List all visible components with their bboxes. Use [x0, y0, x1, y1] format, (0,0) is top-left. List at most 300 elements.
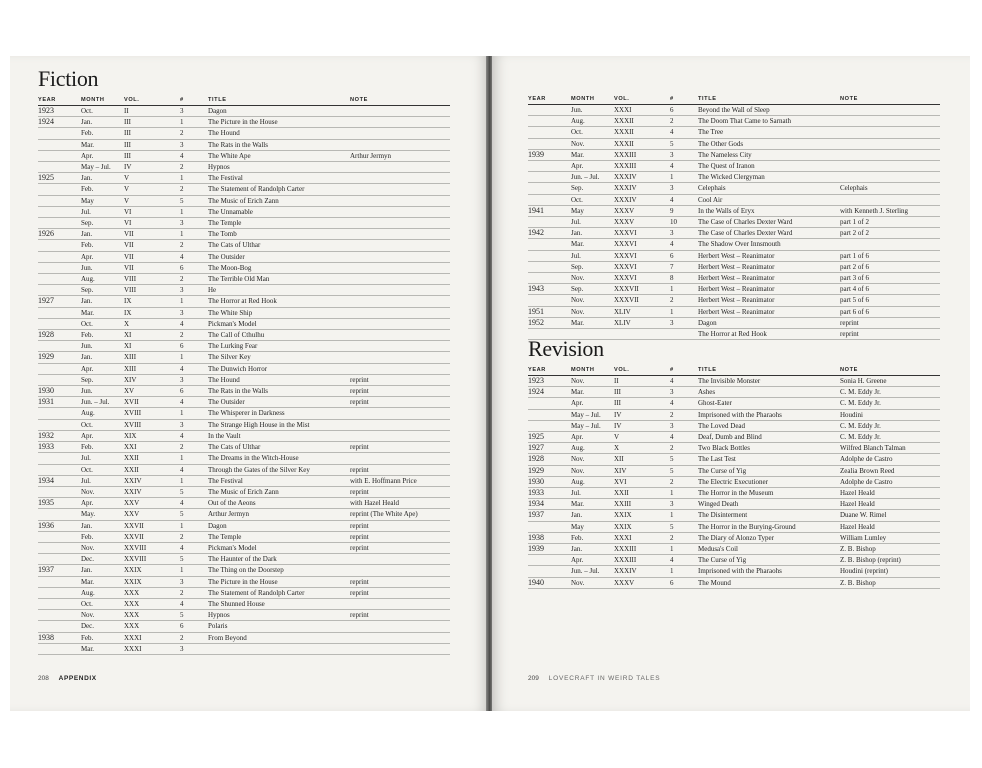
revision-heading: Revision	[528, 336, 604, 361]
cell-year	[38, 486, 81, 497]
cell-vol: XXXVI	[614, 250, 670, 261]
cell-year: 1936	[38, 520, 81, 531]
cell-note: with Kenneth J. Sterling	[840, 205, 940, 216]
cell-note: reprint	[350, 374, 450, 385]
table-row	[528, 273, 940, 284]
cell-vol: IV	[124, 162, 180, 173]
cell-note	[840, 116, 940, 127]
cell-note	[350, 632, 450, 643]
cell-note: reprint	[350, 386, 450, 397]
cell-month: Sep.	[81, 374, 124, 385]
cell-title: The White Ship	[208, 307, 350, 318]
table-row	[528, 387, 940, 398]
cell-num: 4	[670, 239, 698, 250]
cell-year	[38, 139, 81, 150]
cell-num: 2	[180, 274, 208, 285]
table-row	[528, 138, 940, 149]
cell-title: Dagon	[208, 520, 350, 531]
cell-month: Jul.	[571, 250, 614, 261]
table-row	[528, 194, 940, 205]
cell-vol: XXX	[124, 598, 180, 609]
cell-vol: XXXV	[614, 217, 670, 228]
cell-vol: VI	[124, 206, 180, 217]
table-row	[38, 206, 450, 217]
cell-note	[840, 172, 940, 183]
cell-title: The Strange High House in the Mist	[208, 419, 350, 430]
cell-num: 3	[670, 387, 698, 398]
cell-year: 1934	[38, 475, 81, 486]
cell-year	[528, 555, 571, 566]
cell-month: Oct.	[81, 598, 124, 609]
cell-num: 1	[180, 352, 208, 363]
cell-vol: XXXIII	[614, 555, 670, 566]
table-row	[38, 576, 450, 587]
cell-title: The Lurking Fear	[208, 341, 350, 352]
cell-num: 4	[180, 397, 208, 408]
cell-title: Celephais	[698, 183, 840, 194]
cell-num: 1	[180, 565, 208, 576]
cell-note	[350, 307, 450, 318]
cell-num: 2	[180, 330, 208, 341]
cell-title: The Curse of Yig	[698, 465, 840, 476]
cell-note: Zealia Brown Reed	[840, 465, 940, 476]
cell-num: 7	[670, 261, 698, 272]
cell-title: The Temple	[208, 218, 350, 229]
cell-title: The Horror at Red Hook	[208, 296, 350, 307]
cell-num: 2	[180, 442, 208, 453]
cell-year	[528, 409, 571, 420]
cell-title: The White Ape	[208, 150, 350, 161]
cell-note	[840, 105, 940, 116]
table-row	[528, 306, 940, 317]
cell-title: The Doom That Came to Sarnath	[698, 116, 840, 127]
cell-vol: XXIV	[124, 475, 180, 486]
cell-title: Herbert West – Reanimator	[698, 284, 840, 295]
table-row	[528, 465, 940, 476]
cell-num: 2	[180, 632, 208, 643]
cell-note: reprint	[350, 464, 450, 475]
cell-vol: XV	[124, 386, 180, 397]
cell-num: 2	[670, 443, 698, 454]
cell-title: Herbert West – Reanimator	[698, 261, 840, 272]
cell-year: 1927	[528, 443, 571, 454]
cell-num: 1	[180, 408, 208, 419]
cell-num: 1	[670, 544, 698, 555]
cell-month: Nov.	[571, 376, 614, 387]
cell-note	[350, 240, 450, 251]
table-row	[38, 632, 450, 643]
table-row	[38, 352, 450, 363]
cell-month: Jun. – Jul.	[571, 566, 614, 577]
cell-vol: X	[614, 443, 670, 454]
col-title-header: TITLE	[208, 95, 350, 106]
cell-num: 4	[670, 432, 698, 443]
cell-year: 1923	[528, 376, 571, 387]
cell-note: C. M. Eddy Jr.	[840, 420, 940, 431]
col-note-header: NOTE	[840, 365, 940, 376]
fiction-continued-table	[528, 94, 940, 340]
cell-year	[38, 621, 81, 632]
cell-note: Z. B. Bishop	[840, 544, 940, 555]
cell-month: Mar.	[81, 576, 124, 587]
cell-num: 3	[180, 374, 208, 385]
cell-note: with E. Hoffmann Price	[350, 475, 450, 486]
cell-title: The Terrible Old Man	[208, 274, 350, 285]
table-row	[528, 127, 940, 138]
cell-note: part 2 of 2	[840, 228, 940, 239]
cell-vol: III	[614, 398, 670, 409]
cell-year: 1925	[38, 173, 81, 184]
cell-vol: XXXVI	[614, 261, 670, 272]
cell-title: The Picture in the House	[208, 117, 350, 128]
cell-month: Dec.	[81, 621, 124, 632]
cell-vol: XXVII	[124, 531, 180, 542]
table-row	[38, 374, 450, 385]
cell-month: Nov.	[81, 486, 124, 497]
cell-vol: XLIV	[614, 306, 670, 317]
cell-year: 1926	[38, 229, 81, 240]
table-row	[528, 261, 940, 272]
cell-vol: VI	[124, 218, 180, 229]
cell-title: The Whisperer in Darkness	[208, 408, 350, 419]
cell-year: 1952	[528, 317, 571, 328]
cell-title: Ashes	[698, 387, 840, 398]
cell-note	[350, 274, 450, 285]
cell-num: 3	[670, 149, 698, 160]
fiction-section	[38, 66, 450, 655]
cell-month: Apr.	[81, 363, 124, 374]
cell-note	[350, 162, 450, 173]
cell-note	[350, 251, 450, 262]
col-month-header: MONTH	[571, 365, 614, 376]
cell-month: Feb.	[81, 330, 124, 341]
cell-num: 6	[180, 386, 208, 397]
cell-num: 1	[670, 306, 698, 317]
cell-vol: XVI	[614, 476, 670, 487]
cell-vol: VII	[124, 251, 180, 262]
cell-note: reprint	[350, 486, 450, 497]
cell-num: 6	[670, 105, 698, 116]
cell-vol: III	[124, 128, 180, 139]
col-year-header: YEAR	[38, 95, 81, 106]
cell-title: In the Walls of Eryx	[698, 205, 840, 216]
cell-note	[350, 352, 450, 363]
cell-month: Feb.	[81, 128, 124, 139]
cell-title: From Beyond	[208, 632, 350, 643]
table-row	[528, 228, 940, 239]
left-page	[10, 56, 488, 711]
cell-month: Nov.	[571, 295, 614, 306]
cell-year: 1934	[528, 499, 571, 510]
table-row	[528, 116, 940, 127]
cell-month: Jun.	[81, 386, 124, 397]
cell-year: 1938	[528, 532, 571, 543]
cell-year: 1930	[38, 386, 81, 397]
cell-num: 3	[180, 285, 208, 296]
cell-vol: XXXIV	[614, 566, 670, 577]
table-row	[528, 398, 940, 409]
table-row	[38, 509, 450, 520]
cell-year	[38, 453, 81, 464]
cell-vol: XI	[124, 341, 180, 352]
cell-year	[528, 127, 571, 138]
col-num-header: #	[670, 94, 698, 105]
cell-year	[38, 554, 81, 565]
cell-month: Sep.	[81, 218, 124, 229]
table-row	[38, 475, 450, 486]
cell-title: Herbert West – Reanimator	[698, 250, 840, 261]
cell-title: The Disinterment	[698, 510, 840, 521]
cell-vol: II	[124, 106, 180, 117]
cell-note: part 2 of 6	[840, 261, 940, 272]
cell-month: Apr.	[571, 555, 614, 566]
cell-vol: XXXVII	[614, 295, 670, 306]
table-row	[38, 430, 450, 441]
cell-month: May.	[81, 509, 124, 520]
cell-note	[350, 341, 450, 352]
cell-month: Nov.	[571, 577, 614, 588]
cell-vol: IX	[124, 296, 180, 307]
col-note-header: NOTE	[840, 94, 940, 105]
cell-num: 5	[180, 486, 208, 497]
cell-month: Dec.	[81, 554, 124, 565]
cell-month: Apr.	[81, 251, 124, 262]
cell-note	[350, 296, 450, 307]
cell-month: Jan.	[81, 352, 124, 363]
cell-title: Herbert West – Reanimator	[698, 295, 840, 306]
cell-year	[38, 643, 81, 654]
cell-title: The Rats in the Walls	[208, 139, 350, 150]
cell-year	[38, 218, 81, 229]
cell-title: The Silver Key	[208, 352, 350, 363]
cell-vol: XXXIV	[614, 172, 670, 183]
cell-vol: XIV	[614, 465, 670, 476]
cell-year: 1941	[528, 205, 571, 216]
cell-note	[350, 139, 450, 150]
cell-note: C. M. Eddy Jr.	[840, 432, 940, 443]
cell-month: Jan.	[571, 228, 614, 239]
cell-year: 1937	[528, 510, 571, 521]
cell-month: Jun.	[81, 341, 124, 352]
cell-num: 3	[670, 499, 698, 510]
cell-month: Oct.	[81, 464, 124, 475]
cell-month: Nov.	[571, 138, 614, 149]
cell-year	[38, 374, 81, 385]
cell-title: The Shunned House	[208, 598, 350, 609]
cell-title: The Tomb	[208, 229, 350, 240]
cell-note	[350, 262, 450, 273]
cell-vol: XII	[614, 454, 670, 465]
cell-vol: XXXIII	[614, 544, 670, 555]
cell-year	[528, 273, 571, 284]
table-row	[528, 510, 940, 521]
cell-vol: XIX	[124, 430, 180, 441]
table-row	[38, 240, 450, 251]
table-row	[528, 161, 940, 172]
cell-year: 1939	[528, 149, 571, 160]
cell-note	[350, 206, 450, 217]
cell-year	[528, 105, 571, 116]
cell-year	[38, 195, 81, 206]
cell-num: 1	[180, 117, 208, 128]
cell-num: 1	[180, 475, 208, 486]
cell-month: Aug.	[81, 587, 124, 598]
col-note-header: NOTE	[350, 95, 450, 106]
cell-vol: XXVII	[124, 520, 180, 531]
cell-num: 4	[180, 498, 208, 509]
cell-num: 3	[180, 139, 208, 150]
cell-title: Pickman's Model	[208, 542, 350, 553]
cell-title: The Shadow Over Innsmouth	[698, 239, 840, 250]
table-row	[38, 363, 450, 374]
cell-vol: XXXI	[614, 105, 670, 116]
cell-year	[38, 509, 81, 520]
cell-note	[350, 117, 450, 128]
fiction-continued-section	[528, 94, 940, 340]
cell-note	[840, 194, 940, 205]
cell-year	[528, 161, 571, 172]
cell-month: Jul.	[81, 475, 124, 486]
table-row	[38, 229, 450, 240]
table-row	[528, 521, 940, 532]
cell-month: May – Jul.	[571, 420, 614, 431]
cell-month: Feb.	[81, 632, 124, 643]
cell-month: Oct.	[571, 127, 614, 138]
table-row	[38, 318, 450, 329]
cell-vol: VII	[124, 229, 180, 240]
cell-note	[350, 173, 450, 184]
cell-year	[528, 261, 571, 272]
fiction-table	[38, 95, 450, 655]
cell-vol: XXXVI	[614, 228, 670, 239]
cell-num: 4	[670, 127, 698, 138]
table-header-row	[528, 94, 940, 105]
table-row	[38, 251, 450, 262]
col-vol-header: VOL.	[614, 94, 670, 105]
cell-year	[38, 318, 81, 329]
cell-title: Beyond the Wall of Sleep	[698, 105, 840, 116]
cell-vol: XXXIV	[614, 183, 670, 194]
cell-year	[528, 239, 571, 250]
cell-vol: V	[124, 184, 180, 195]
table-row	[528, 317, 940, 328]
cell-title: The Festival	[208, 475, 350, 486]
cell-month: Sep.	[81, 285, 124, 296]
table-header-row	[38, 95, 450, 106]
cell-year: 1928	[528, 454, 571, 465]
cell-note: Adolphe de Castro	[840, 454, 940, 465]
cell-num: 8	[670, 273, 698, 284]
cell-note: reprint (The White Ape)	[350, 509, 450, 520]
cell-year: 1924	[528, 387, 571, 398]
cell-year	[38, 363, 81, 374]
table-row	[38, 643, 450, 654]
cell-month: Apr.	[81, 430, 124, 441]
cell-month: Mar.	[571, 317, 614, 328]
cell-title: The Moon-Bog	[208, 262, 350, 273]
cell-vol: XXIX	[614, 510, 670, 521]
col-title-header: TITLE	[698, 94, 840, 105]
cell-num: 2	[670, 295, 698, 306]
table-row	[38, 542, 450, 553]
cell-title: Out of the Aeons	[208, 498, 350, 509]
cell-note	[350, 128, 450, 139]
cell-title: Polaris	[208, 621, 350, 632]
table-row	[38, 262, 450, 273]
cell-year	[528, 183, 571, 194]
cell-year: 1925	[528, 432, 571, 443]
cell-num: 4	[670, 194, 698, 205]
cell-note: Wilfred Blanch Talman	[840, 443, 940, 454]
table-row	[38, 565, 450, 576]
table-row	[528, 105, 940, 116]
cell-vol: XIV	[124, 374, 180, 385]
cell-year	[38, 576, 81, 587]
cell-note	[840, 161, 940, 172]
cell-month: Mar.	[81, 307, 124, 318]
cell-title: The Hound	[208, 128, 350, 139]
table-row	[38, 162, 450, 173]
cell-num: 3	[180, 106, 208, 117]
cell-note: reprint	[350, 587, 450, 598]
cell-year: 1929	[528, 465, 571, 476]
cell-title: Deaf, Dumb and Blind	[698, 432, 840, 443]
cell-note: Arthur Jermyn	[350, 150, 450, 161]
cell-title: Herbert West – Reanimator	[698, 306, 840, 317]
cell-title: The Music of Erich Zann	[208, 195, 350, 206]
cell-month: Jun. – Jul.	[571, 172, 614, 183]
cell-vol: VII	[124, 240, 180, 251]
cell-month: Jan.	[81, 520, 124, 531]
table-row	[528, 376, 940, 387]
cell-title: The Wicked Clergyman	[698, 172, 840, 183]
cell-num: 4	[180, 150, 208, 161]
cell-year	[38, 184, 81, 195]
cell-num: 1	[670, 488, 698, 499]
cell-num: 1	[180, 296, 208, 307]
left-footer	[38, 675, 97, 682]
cell-num: 4	[180, 598, 208, 609]
cell-month: May	[81, 195, 124, 206]
cell-month: Oct.	[81, 106, 124, 117]
cell-vol: III	[124, 150, 180, 161]
cell-title: Pickman's Model	[208, 318, 350, 329]
cell-num: 4	[180, 318, 208, 329]
cell-title: The Horror at Red Hook	[698, 329, 840, 340]
cell-year: 1935	[38, 498, 81, 509]
cell-num: 5	[670, 138, 698, 149]
cell-note	[350, 318, 450, 329]
page-number: 209	[528, 675, 539, 682]
table-row	[528, 409, 940, 420]
cell-num: 1	[670, 172, 698, 183]
table-row	[528, 239, 940, 250]
cell-num: 3	[670, 228, 698, 239]
cell-vol: X	[124, 318, 180, 329]
cell-title: The Mound	[698, 577, 840, 588]
cell-note: Z. B. Bishop	[840, 577, 940, 588]
cell-vol: XXXVI	[614, 273, 670, 284]
cell-title: The Music of Erich Zann	[208, 486, 350, 497]
table-row	[38, 419, 450, 430]
cell-num: 4	[670, 398, 698, 409]
cell-title: The Statement of Randolph Carter	[208, 587, 350, 598]
cell-vol: XXXIII	[614, 161, 670, 172]
cell-year	[38, 341, 81, 352]
cell-vol: XIII	[124, 363, 180, 374]
cell-year	[38, 150, 81, 161]
cell-note: Houdini	[840, 409, 940, 420]
